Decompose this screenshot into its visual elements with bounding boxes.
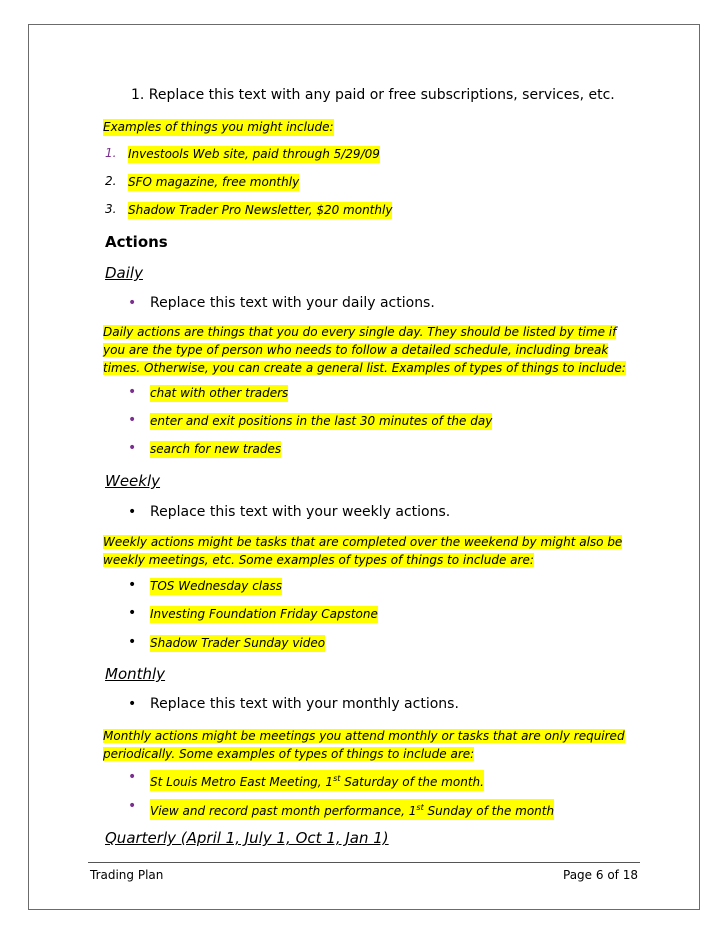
bullet-icon: • — [128, 605, 137, 621]
monthly-item — [150, 770, 484, 791]
paragraph-line: periodically. Some examples of types of things to include are: — [103, 747, 475, 761]
weekly-item: Shadow Trader Sunday video — [150, 636, 326, 650]
daily-item: chat with other traders — [150, 386, 289, 400]
monthly-item-text: Saturday of the month. — [340, 775, 484, 789]
example-number: 1. — [105, 146, 117, 160]
example-item: SFO magazine, free monthly — [128, 175, 300, 189]
monthly-paragraph — [103, 727, 625, 763]
bullet-icon: • — [128, 384, 137, 400]
bullet-icon: • — [128, 440, 137, 456]
monthly-item — [150, 799, 554, 820]
bullet-icon: • — [128, 504, 137, 520]
daily-paragraph — [103, 323, 626, 377]
paragraph-line: Daily actions are things that you do every single day. They should be listed by time if — [103, 325, 617, 339]
paragraph-line: you are the type of person who needs to follow a detailed schedule, including break — [103, 343, 609, 357]
paragraph-line: Weekly actions might be tasks that are completed over the weekend by might also be — [103, 535, 623, 549]
paragraph-line: weekly meetings, etc. Some examples of types of things to include are: — [103, 553, 534, 567]
bullet-icon: • — [128, 412, 137, 428]
monthly-item-text: View and record past month performance, 1 — [150, 804, 417, 818]
monthly-item-text: Sunday of the month — [423, 804, 555, 818]
weekly-replace-text: Replace this text with your weekly actions. — [150, 504, 451, 520]
weekly-item: Investing Foundation Friday Capstone — [150, 607, 378, 621]
paragraph-line: Monthly actions might be meetings you attend monthly or tasks that are only required — [103, 729, 625, 743]
daily-item: search for new trades — [150, 442, 282, 456]
actions-heading: Actions — [105, 233, 168, 251]
example-item: Investools Web site, paid through 5/29/09 — [128, 147, 380, 161]
footer-title: Trading Plan — [90, 868, 164, 882]
bullet-icon: • — [128, 295, 137, 311]
weekly-paragraph — [103, 533, 622, 569]
daily-replace-text: Replace this text with your daily actions. — [150, 295, 435, 311]
bullet-icon: • — [128, 696, 137, 712]
monthly-replace-text: Replace this text with your monthly actions. — [150, 696, 459, 712]
example-number: 2. — [105, 174, 117, 188]
bullet-icon: • — [128, 798, 137, 814]
daily-item: enter and exit positions in the last 30 minutes of the day — [150, 414, 493, 428]
weekly-item: TOS Wednesday class — [150, 579, 282, 593]
daily-heading: Daily — [105, 264, 143, 282]
weekly-heading: Weekly — [105, 472, 161, 490]
paragraph-line: times. Otherwise, you can create a general list. Examples of types of things to include: — [103, 361, 626, 375]
ordinal-suffix: st — [333, 774, 341, 783]
bullet-icon: • — [128, 769, 137, 785]
monthly-heading: Monthly — [105, 665, 166, 683]
ordinal-suffix: st — [416, 803, 424, 812]
example-number: 3. — [105, 202, 117, 216]
bullet-icon: • — [128, 577, 137, 593]
intro-item: 1. Replace this text with any paid or free subscriptions, services, etc. — [131, 87, 615, 103]
page-number: Page 6 of 18 — [563, 868, 638, 882]
monthly-item-text: St Louis Metro East Meeting, 1 — [150, 775, 334, 789]
footer-divider — [88, 862, 640, 863]
examples-label: Examples of things you might include: — [103, 120, 334, 134]
example-item: Shadow Trader Pro Newsletter, $20 monthly — [128, 203, 393, 217]
bullet-icon: • — [128, 634, 137, 650]
quarterly-heading: Quarterly (April 1, July 1, Oct 1, Jan 1) — [105, 829, 389, 847]
